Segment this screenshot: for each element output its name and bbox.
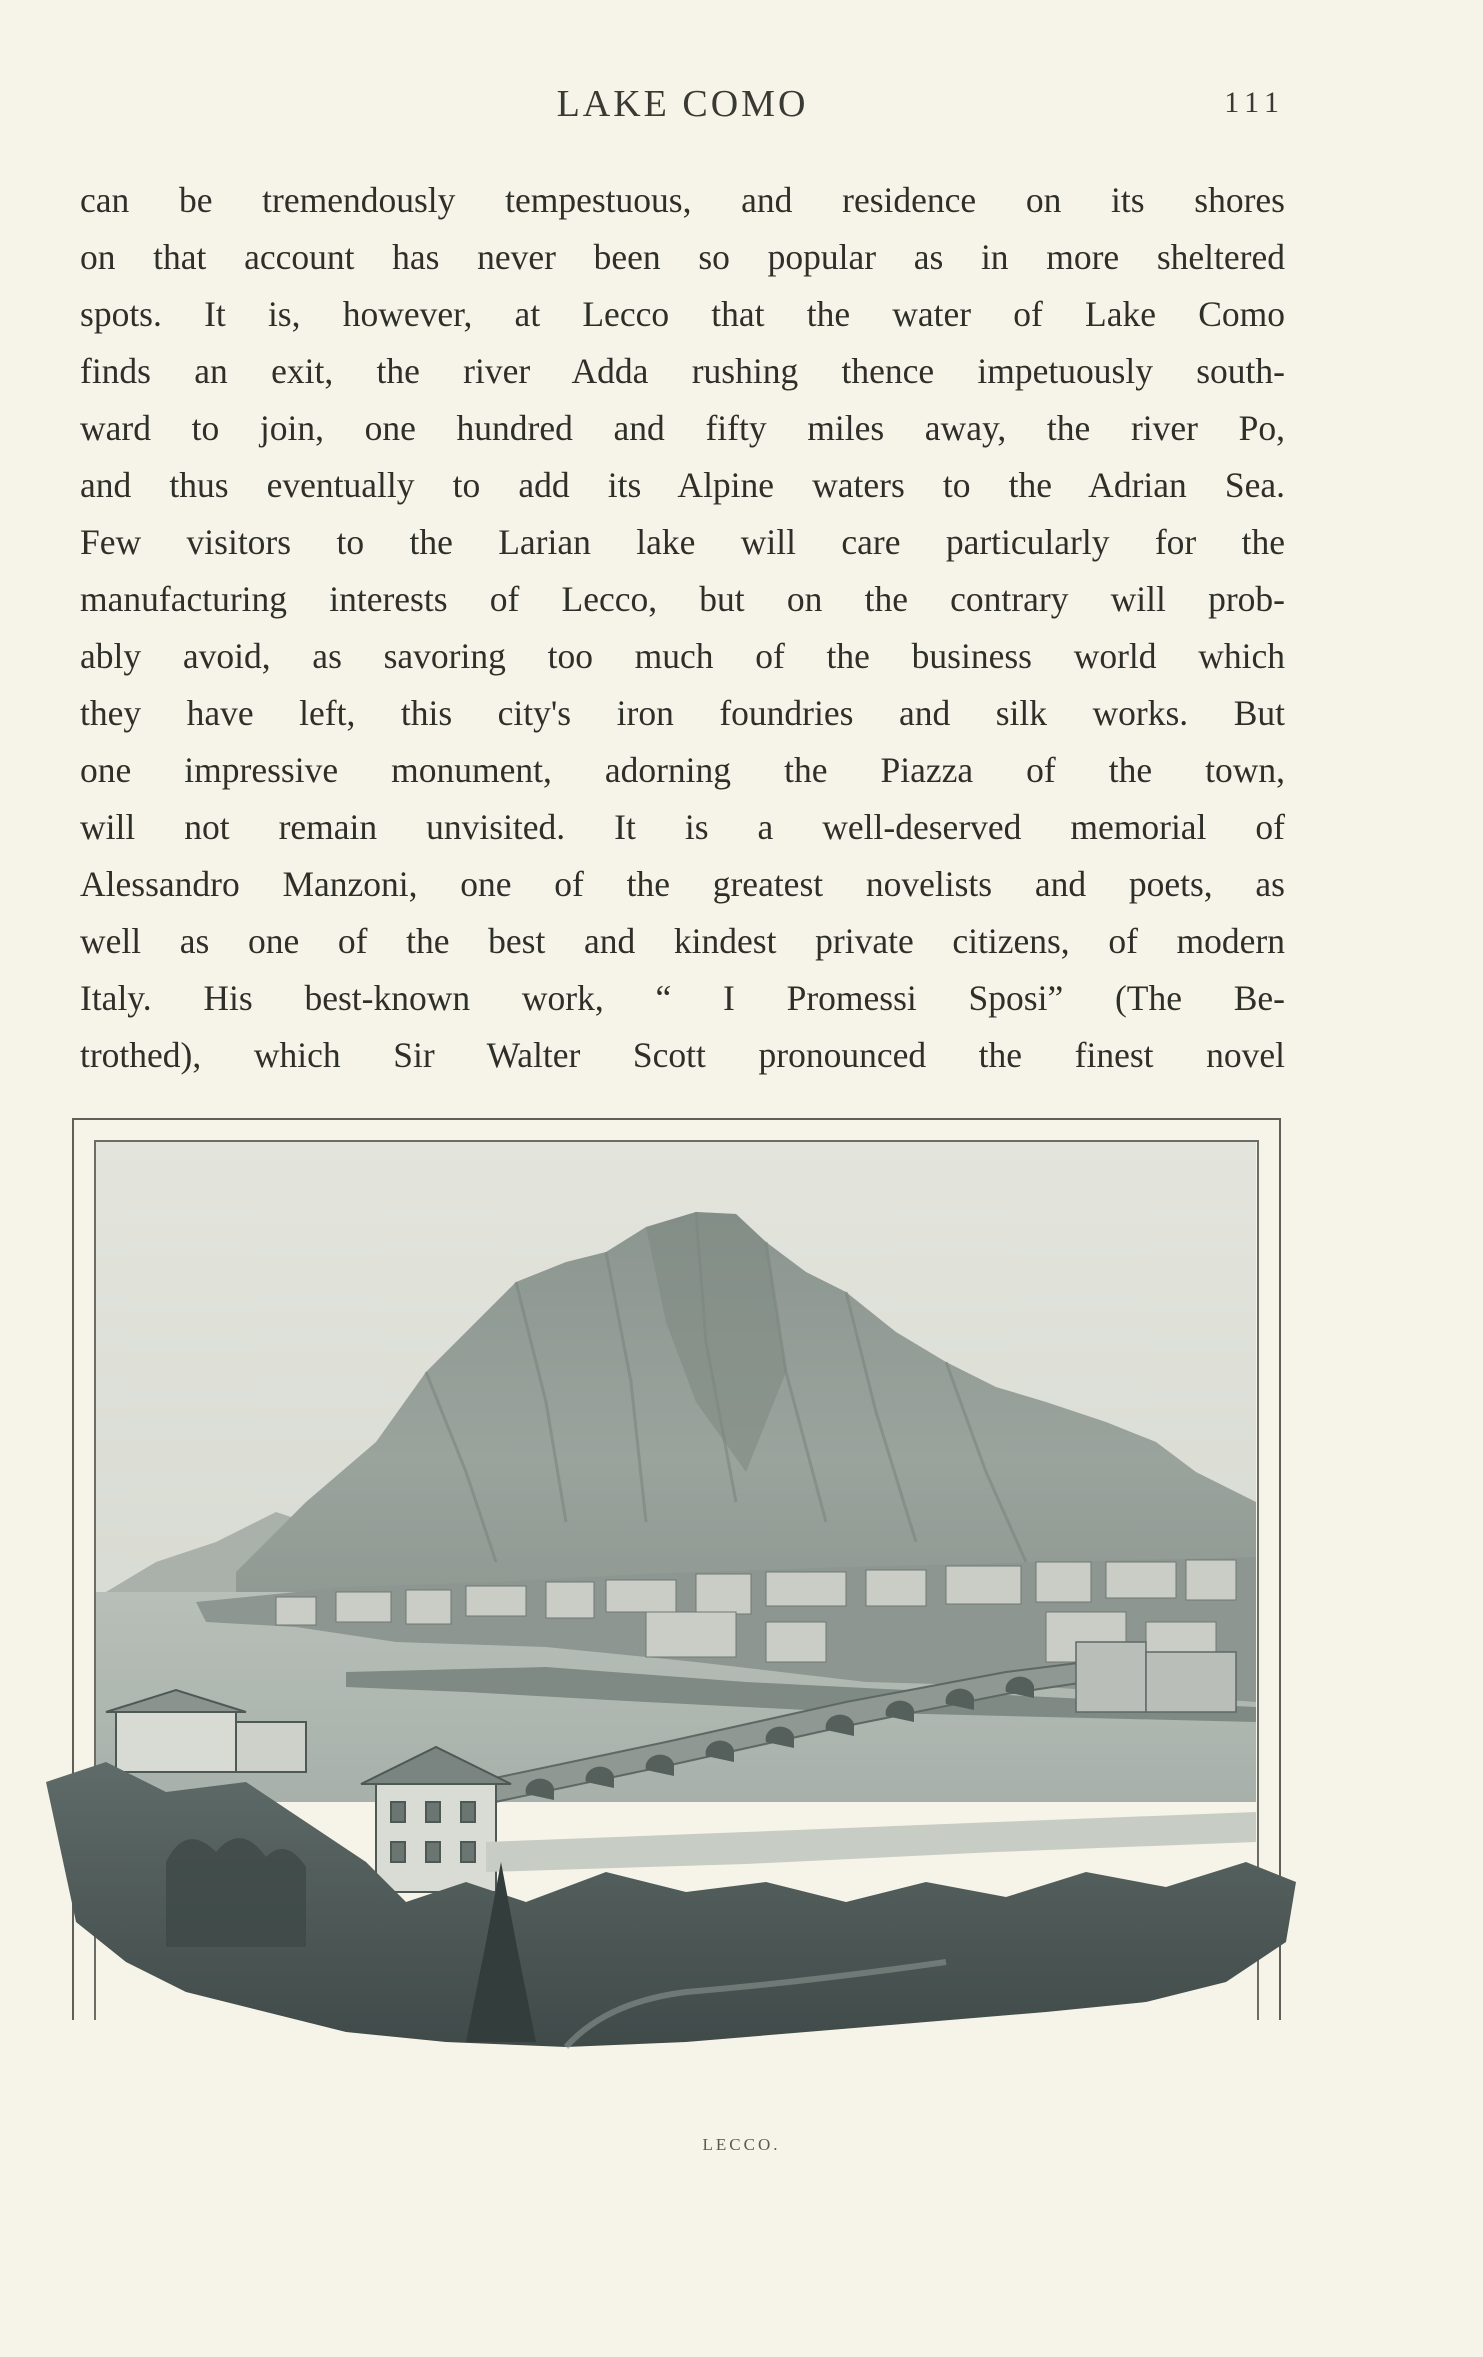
running-head [80,82,1285,132]
body-line: and thus eventually to add its Alpine waters to the Adrian Sea. [80,465,1285,505]
body-line: ward to join, one hundred and fifty miles away, the river Po, [80,408,1285,448]
running-title: LAKE COMO [556,83,809,125]
body-line: ably avoid, as savoring too much of the business world which [80,636,1285,676]
body-line: can be tremendously tempestuous, and residence on its shores [80,180,1285,220]
body-line: on that account has never been so popular as in more sheltered [80,237,1285,277]
tree-cluster [166,1838,306,1947]
body-line: well as one of the best and kindest private citizens, of modern [80,921,1285,961]
body-line: trothed), which Sir Walter Scott pronounced the finest novel [80,1035,1285,1075]
body-line: Italy. His best-known work, “ I Promessi Sposi” (The Be- [80,978,1285,1018]
body-text [80,172,1285,1084]
body-line: will not remain unvisited. It is a well-deserved memorial of [80,807,1285,847]
lecco-landscape-illustration [46,1142,1306,2062]
riverside-buildings [1076,1642,1236,1712]
body-line: one impressive monument, adorning the Piazza of the town, [80,750,1285,790]
plate-caption: LECCO. [702,2135,781,2154]
body-line: finds an exit, the river Adda rushing thence impetuously south- [80,351,1285,391]
body-line: spots. It is, however, at Lecco that the water of Lake Como [80,294,1285,334]
body-line: Few visitors to the Larian lake will care particularly for the [80,522,1285,562]
body-line: Alessandro Manzoni, one of the greatest novelists and poets, as [80,864,1285,904]
body-line: manufacturing interests of Lecco, but on the contrary will prob- [80,579,1285,619]
river-road [486,1812,1256,1872]
page-number: 111 [1224,86,1285,119]
body-line: they have left, this city's iron foundries and silk works. But [80,693,1285,733]
